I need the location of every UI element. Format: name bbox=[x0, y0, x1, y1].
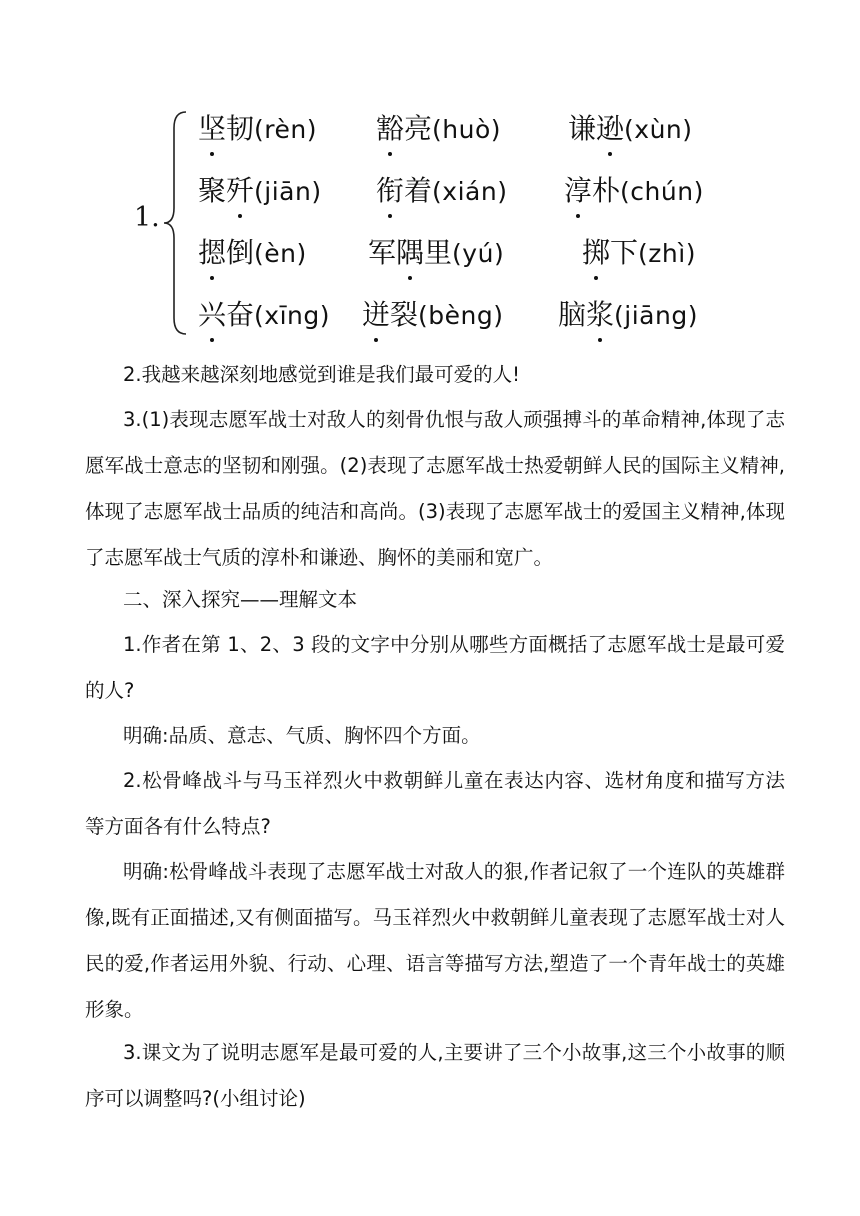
vocab-pinyin: (jiāng) bbox=[614, 301, 698, 330]
vocab-pinyin: (èn) bbox=[254, 239, 307, 268]
vocab-item bbox=[198, 108, 317, 151]
vocab-item bbox=[368, 232, 504, 275]
vocab-char: 兴 bbox=[198, 294, 226, 336]
vocab-char: 摁 bbox=[198, 232, 226, 274]
vocab-char: 着 bbox=[404, 174, 433, 207]
vocab-char: 淳 bbox=[564, 170, 592, 212]
vocab-item bbox=[198, 232, 307, 275]
vocab-char: 豁 bbox=[376, 108, 404, 150]
vocab-char: 迸 bbox=[362, 294, 390, 336]
vocab-item bbox=[376, 108, 501, 151]
vocab-char: 里 bbox=[424, 236, 453, 269]
question-1: 1.作者在第 1、2、3 段的文字中分别从哪些方面概括了志愿军战士是最可爱的人? bbox=[85, 633, 785, 702]
answer-q1: 明确:品质、意志、气质、胸怀四个方面。 bbox=[123, 724, 481, 747]
vocab-pinyin: (xīng) bbox=[254, 301, 330, 330]
curly-brace-icon bbox=[162, 108, 192, 338]
vocab-item bbox=[558, 294, 698, 337]
vocab-row bbox=[198, 170, 758, 220]
vocab-char: 裂 bbox=[390, 298, 419, 331]
vocab-item bbox=[376, 170, 507, 213]
vocab-char: 掷 bbox=[582, 232, 610, 274]
vocab-pinyin: (chún) bbox=[620, 177, 704, 206]
vocab-item bbox=[582, 232, 696, 275]
vocab-number: 1. bbox=[134, 202, 160, 233]
vocab-pinyin: (bèng) bbox=[418, 301, 504, 330]
vocab-item bbox=[564, 170, 704, 213]
vocab-pinyin: (xùn) bbox=[624, 115, 693, 144]
vocab-char: 浆 bbox=[586, 294, 614, 336]
vocabulary-block bbox=[128, 98, 768, 348]
vocab-item bbox=[362, 294, 504, 337]
question-2: 2.松骨峰战斗与马玉祥烈火中救朝鲜儿童在表达内容、选材角度和描写方法等方面各有什么特点? bbox=[85, 769, 785, 838]
section-heading: 二、深入探究——理解文本 bbox=[123, 588, 358, 611]
question-3: 3.课文为了说明志愿军是最可爱的人,主要讲了三个小故事,这三个小故事的顺序可以调整吗?(小组讨论) bbox=[85, 1041, 785, 1110]
vocab-row bbox=[198, 294, 758, 344]
vocab-char: 衔 bbox=[376, 170, 404, 212]
vocab-char: 朴 bbox=[592, 174, 621, 207]
vocab-pinyin: (rèn) bbox=[254, 115, 317, 144]
vocab-char: 奋 bbox=[226, 298, 255, 331]
vocab-char: 韧 bbox=[226, 112, 255, 145]
vocab-char: 坚 bbox=[198, 108, 226, 150]
vocab-pinyin: (jiān) bbox=[254, 177, 322, 206]
vocab-char: 军 bbox=[368, 236, 397, 269]
vocab-pinyin: (yú) bbox=[452, 239, 505, 268]
vocab-char: 歼 bbox=[226, 170, 254, 212]
vocab-char: 隅 bbox=[396, 232, 424, 274]
vocab-char: 谦 bbox=[568, 112, 597, 145]
vocab-item bbox=[198, 170, 322, 213]
vocab-char: 脑 bbox=[558, 298, 587, 331]
vocab-row bbox=[198, 108, 758, 158]
vocab-char: 逊 bbox=[596, 108, 624, 150]
vocab-char: 聚 bbox=[198, 174, 227, 207]
vocab-item bbox=[198, 294, 330, 337]
vocab-row bbox=[198, 232, 758, 282]
vocab-char: 下 bbox=[610, 236, 639, 269]
vocab-pinyin: (huò) bbox=[432, 115, 502, 144]
vocab-item bbox=[568, 108, 693, 151]
vocab-char: 倒 bbox=[226, 236, 255, 269]
answer-3: 3.(1)表现志愿军战士对敌人的刻骨仇恨与敌人顽强搏斗的革命精神,体现了志愿军战士意志的坚韧和刚强。(2)表现了志愿军战士热爱朝鲜人民的国际主义精神,体现了志愿军战士品质的纯洁和高尚。(3)表现了志愿军战士的爱国主义精神,体现了志愿军战士气质的淳朴和谦逊、胸怀的美丽和宽广。 bbox=[85, 408, 785, 569]
vocab-char: 亮 bbox=[404, 112, 433, 145]
vocab-pinyin: (zhì) bbox=[638, 239, 696, 268]
answer-2: 2.我越来越深刻地感觉到谁是我们最可爱的人! bbox=[123, 363, 520, 386]
answer-q2: 明确:松骨峰战斗表现了志愿军战士对敌人的狠,作者记叙了一个连队的英雄群像,既有正面描述,又有侧面描写。马玉祥烈火中救朝鲜儿童表现了志愿军战士对人民的爱,作者运用外貌、行动、心理、语言等描写方法,塑造了一个青年战士的英雄形象。 bbox=[85, 860, 785, 1021]
vocab-pinyin: (xián) bbox=[432, 177, 508, 206]
